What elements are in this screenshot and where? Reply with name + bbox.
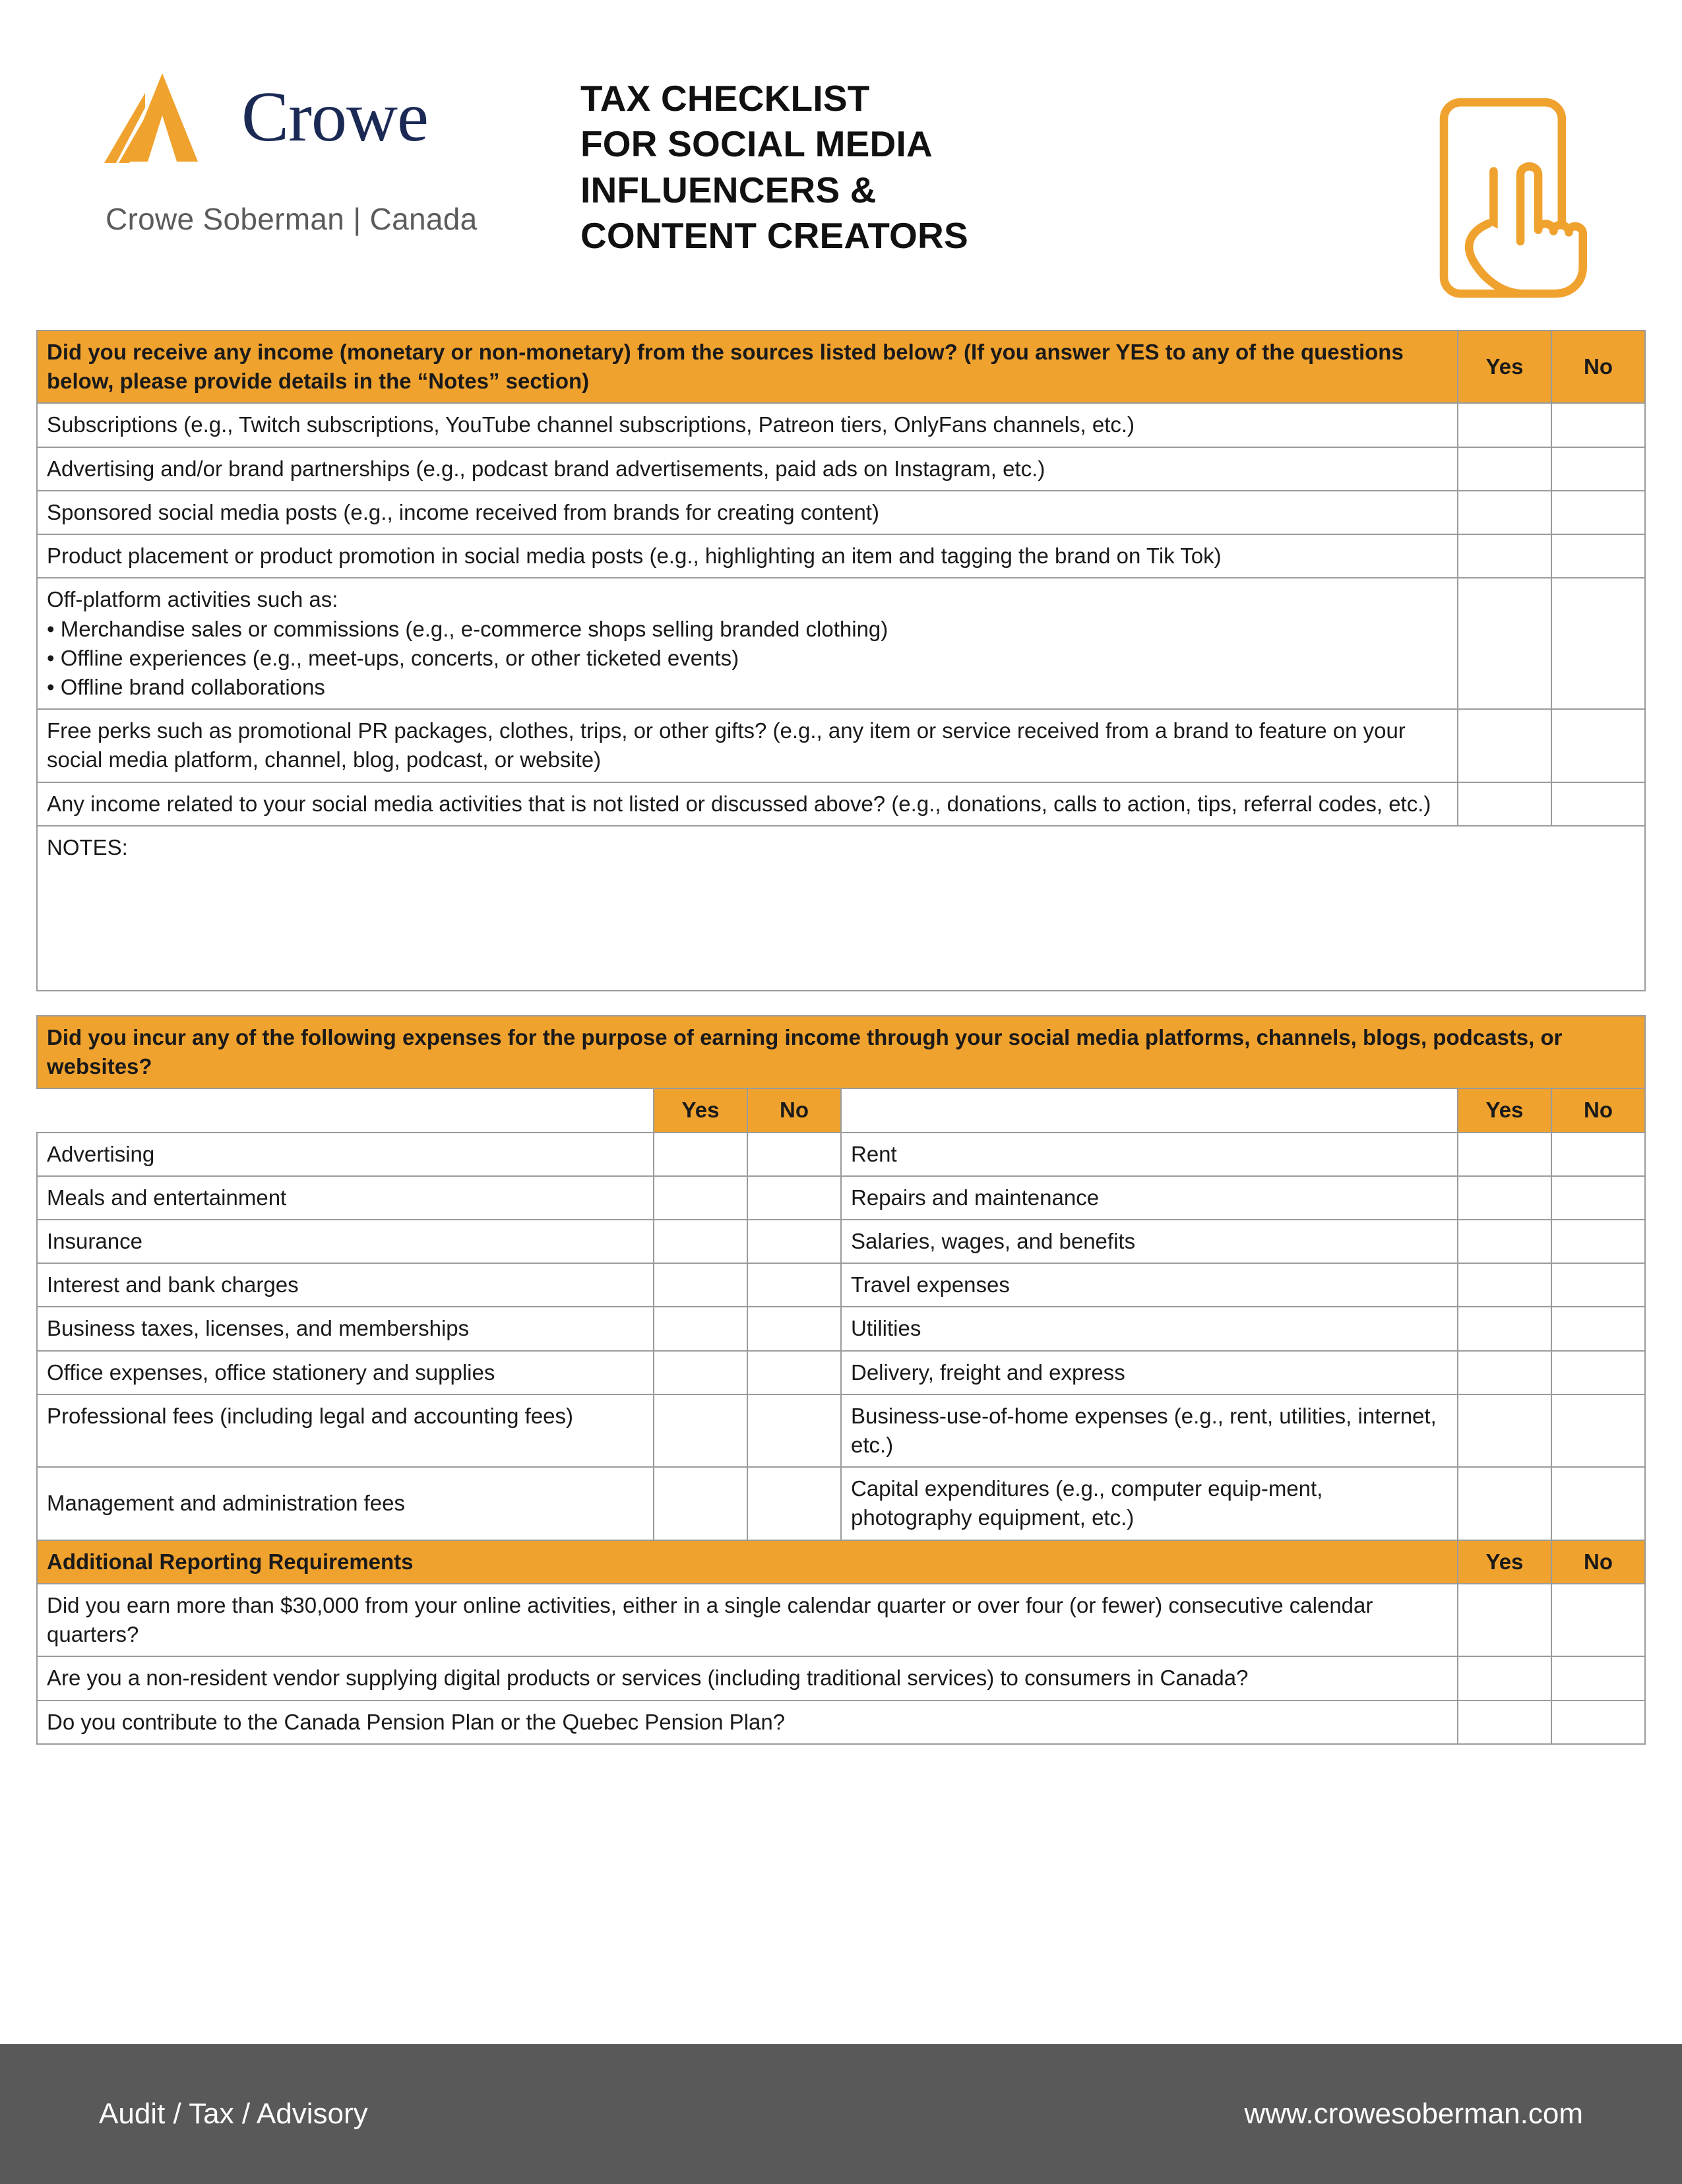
additional-yes-checkbox-3[interactable]: [1458, 1700, 1551, 1744]
income-yes-checkbox-7[interactable]: [1458, 782, 1551, 826]
expense-right-no-2[interactable]: [1551, 1176, 1645, 1220]
income-yes-checkbox-4[interactable]: [1458, 534, 1551, 578]
income-item-1: Subscriptions (e.g., Twitch subscriptions, YouTube channel subscriptions, Patreon tiers, OnlyFans channels, etc.): [37, 403, 1458, 447]
expense-right-no-8[interactable]: [1551, 1467, 1645, 1540]
expense-right-no-6[interactable]: [1551, 1351, 1645, 1394]
table-row: [37, 1656, 1645, 1700]
expense-left-8: Management and administration fees: [37, 1467, 654, 1540]
table-row: [37, 782, 1645, 826]
expenses-left-blank: [37, 1088, 654, 1132]
title-line-2: FOR SOCIAL MEDIA: [580, 123, 933, 165]
expense-left-3: Insurance: [37, 1220, 654, 1263]
notes-field[interactable]: NOTES:: [37, 826, 1645, 991]
income-yes-checkbox-2[interactable]: [1458, 447, 1551, 491]
title-line-3: INFLUENCERS &: [580, 169, 877, 210]
expense-right-yes-2[interactable]: [1458, 1176, 1551, 1220]
expense-right-yes-7[interactable]: [1458, 1394, 1551, 1467]
expense-right-no-3[interactable]: [1551, 1220, 1645, 1263]
income-yes-header: Yes: [1458, 330, 1551, 403]
expense-left-yes-8[interactable]: [654, 1467, 747, 1540]
brand-block: [99, 63, 561, 237]
expenses-right-blank: [841, 1088, 1458, 1132]
table-row: [37, 534, 1645, 578]
expense-left-no-3[interactable]: [747, 1220, 841, 1263]
table-row: [37, 1133, 1645, 1176]
table-row: [37, 709, 1645, 782]
expense-left-no-4[interactable]: [747, 1263, 841, 1307]
table-row: [37, 1307, 1645, 1350]
offplatform-bullet-1: • Merchandise sales or commissions (e.g., e-commerce shops selling branded clothing): [47, 616, 888, 641]
expense-right-no-7[interactable]: [1551, 1394, 1645, 1467]
offplatform-bullet-2: • Offline experiences (e.g., meet-ups, concerts, or other ticketed events): [47, 645, 739, 670]
income-yes-checkbox-5[interactable]: [1458, 578, 1551, 709]
expenses-left-no-header: No: [747, 1088, 841, 1132]
checklist-sheet: [0, 330, 1682, 1745]
table-row: [37, 1351, 1645, 1394]
expense-right-2: Repairs and maintenance: [841, 1176, 1458, 1220]
income-no-checkbox-7[interactable]: [1551, 782, 1645, 826]
additional-yes-header: Yes: [1458, 1540, 1551, 1584]
crowe-logo-icon: [99, 69, 224, 175]
income-yes-checkbox-6[interactable]: [1458, 709, 1551, 782]
additional-no-checkbox-2[interactable]: [1551, 1656, 1645, 1700]
expense-left-yes-7[interactable]: [654, 1394, 747, 1467]
table-row: [37, 447, 1645, 491]
table-row: [37, 1263, 1645, 1307]
notes-row: [37, 826, 1645, 991]
income-item-5: [37, 578, 1458, 709]
table-row: [37, 1700, 1645, 1744]
expense-right-yes-3[interactable]: [1458, 1220, 1551, 1263]
expense-left-no-1[interactable]: [747, 1133, 841, 1176]
expense-right-8: Capital expenditures (e.g., computer equip-ment, photography equipment, etc.): [841, 1467, 1458, 1540]
income-no-checkbox-1[interactable]: [1551, 403, 1645, 447]
table-row: [37, 1467, 1645, 1540]
expenses-column-header-row: [37, 1088, 1645, 1132]
table-row: [37, 1584, 1645, 1656]
expense-left-2: Meals and entertainment: [37, 1176, 654, 1220]
expense-left-yes-6[interactable]: [654, 1351, 747, 1394]
table-spacer: [36, 991, 1646, 1015]
table-row: [37, 491, 1645, 534]
expense-right-no-1[interactable]: [1551, 1133, 1645, 1176]
expense-right-yes-5[interactable]: [1458, 1307, 1551, 1350]
page-header: [0, 0, 1682, 330]
additional-no-checkbox-1[interactable]: [1551, 1584, 1645, 1656]
expenses-left-yes-header: Yes: [654, 1088, 747, 1132]
additional-yes-checkbox-2[interactable]: [1458, 1656, 1551, 1700]
expense-left-yes-5[interactable]: [654, 1307, 747, 1350]
phone-tap-icon: [1425, 63, 1642, 307]
additional-item-1: Did you earn more than $30,000 from your online activities, either in a single calendar quarter or over four (or fewer) consecutive calendar quarters?: [37, 1584, 1458, 1656]
additional-yes-checkbox-1[interactable]: [1458, 1584, 1551, 1656]
expense-left-no-7[interactable]: [747, 1394, 841, 1467]
title-line-1: TAX CHECKLIST: [580, 78, 870, 119]
additional-heading: Additional Reporting Requirements: [37, 1540, 1458, 1584]
expense-left-no-6[interactable]: [747, 1351, 841, 1394]
income-item-7: Any income related to your social media activities that is not listed or discussed above? (e.g., donations, calls to action, tips, referral codes, etc.): [37, 782, 1458, 826]
footer-services: Audit / Tax / Advisory: [99, 2098, 368, 2130]
income-no-checkbox-5[interactable]: [1551, 578, 1645, 709]
expense-left-yes-4[interactable]: [654, 1263, 747, 1307]
page-footer: [0, 2044, 1682, 2184]
expense-right-1: Rent: [841, 1133, 1458, 1176]
brand-wordmark: Crowe: [241, 78, 428, 156]
income-heading: Did you receive any income (monetary or non-monetary) from the sources listed below? (If you answer YES to any of the questions below, please provide details in the “Notes” section): [37, 330, 1458, 403]
expense-right-yes-8[interactable]: [1458, 1467, 1551, 1540]
expenses-right-no-header: No: [1551, 1088, 1645, 1132]
income-no-header: No: [1551, 330, 1645, 403]
income-item-4: Product placement or product promotion in social media posts (e.g., highlighting an item and tagging the brand on Tik Tok): [37, 534, 1458, 578]
expense-left-no-5[interactable]: [747, 1307, 841, 1350]
additional-header-row: [37, 1540, 1645, 1584]
additional-no-header: No: [1551, 1540, 1645, 1584]
income-no-checkbox-6[interactable]: [1551, 709, 1645, 782]
document-title: [561, 63, 1425, 259]
expense-right-3: Salaries, wages, and benefits: [841, 1220, 1458, 1263]
expense-left-7: Professional fees (including legal and accounting fees): [37, 1394, 654, 1467]
expense-left-6: Office expenses, office stationery and supplies: [37, 1351, 654, 1394]
income-yes-checkbox-3[interactable]: [1458, 491, 1551, 534]
expense-right-4: Travel expenses: [841, 1263, 1458, 1307]
table-row: [37, 1176, 1645, 1220]
income-yes-checkbox-1[interactable]: [1458, 403, 1551, 447]
brand-tagline: Crowe Soberman | Canada: [106, 202, 478, 236]
expense-right-5: Utilities: [841, 1307, 1458, 1350]
table-row: [37, 578, 1645, 709]
additional-item-2: Are you a non-resident vendor supplying digital products or services (including traditional services) to consumers in Canada?: [37, 1656, 1458, 1700]
income-item-3: Sponsored social media posts (e.g., income received from brands for creating content): [37, 491, 1458, 534]
income-header-row: [37, 330, 1645, 403]
expenses-table: [36, 1015, 1646, 1745]
expense-left-yes-1[interactable]: [654, 1133, 747, 1176]
expense-left-no-8[interactable]: [747, 1467, 841, 1540]
table-row: [37, 1394, 1645, 1467]
expense-right-yes-4[interactable]: [1458, 1263, 1551, 1307]
footer-website[interactable]: www.crowesoberman.com: [1244, 2098, 1583, 2130]
income-no-checkbox-2[interactable]: [1551, 447, 1645, 491]
expense-right-no-5[interactable]: [1551, 1307, 1645, 1350]
table-row: [37, 403, 1645, 447]
income-item-6: Free perks such as promotional PR packages, clothes, trips, or other gifts? (e.g., any item or service received from a brand to feature on your social media platform, channel, blog, podcast, or website): [37, 709, 1458, 782]
offplatform-intro: Off-platform activities such as:: [47, 587, 338, 612]
title-line-4: CONTENT CREATORS: [580, 214, 968, 256]
expenses-header-row: [37, 1016, 1645, 1088]
table-row: [37, 1220, 1645, 1263]
expenses-heading: Did you incur any of the following expenses for the purpose of earning income through your social media platforms, channels, blogs, podcasts, or websites?: [37, 1016, 1645, 1088]
income-item-2: Advertising and/or brand partnerships (e.g., podcast brand advertisements, paid ads on Instagram, etc.): [37, 447, 1458, 491]
expense-right-6: Delivery, freight and express: [841, 1351, 1458, 1394]
income-no-checkbox-3[interactable]: [1551, 491, 1645, 534]
expense-right-no-4[interactable]: [1551, 1263, 1645, 1307]
expense-left-5: Business taxes, licenses, and memberships: [37, 1307, 654, 1350]
additional-no-checkbox-3[interactable]: [1551, 1700, 1645, 1744]
expense-right-yes-6[interactable]: [1458, 1351, 1551, 1394]
expense-left-yes-2[interactable]: [654, 1176, 747, 1220]
expense-right-7: Business-use-of-home expenses (e.g., rent, utilities, internet, etc.): [841, 1394, 1458, 1467]
additional-item-3: Do you contribute to the Canada Pension Plan or the Quebec Pension Plan?: [37, 1700, 1458, 1744]
expense-left-no-2[interactable]: [747, 1176, 841, 1220]
offplatform-bullet-3: • Offline brand collaborations: [47, 674, 325, 699]
income-table: [36, 330, 1646, 991]
expenses-right-yes-header: Yes: [1458, 1088, 1551, 1132]
income-no-checkbox-4[interactable]: [1551, 534, 1645, 578]
expense-left-4: Interest and bank charges: [37, 1263, 654, 1307]
expense-right-yes-1[interactable]: [1458, 1133, 1551, 1176]
logo-row: [99, 69, 561, 175]
expense-left-1: Advertising: [37, 1133, 654, 1176]
expense-left-yes-3[interactable]: [654, 1220, 747, 1263]
